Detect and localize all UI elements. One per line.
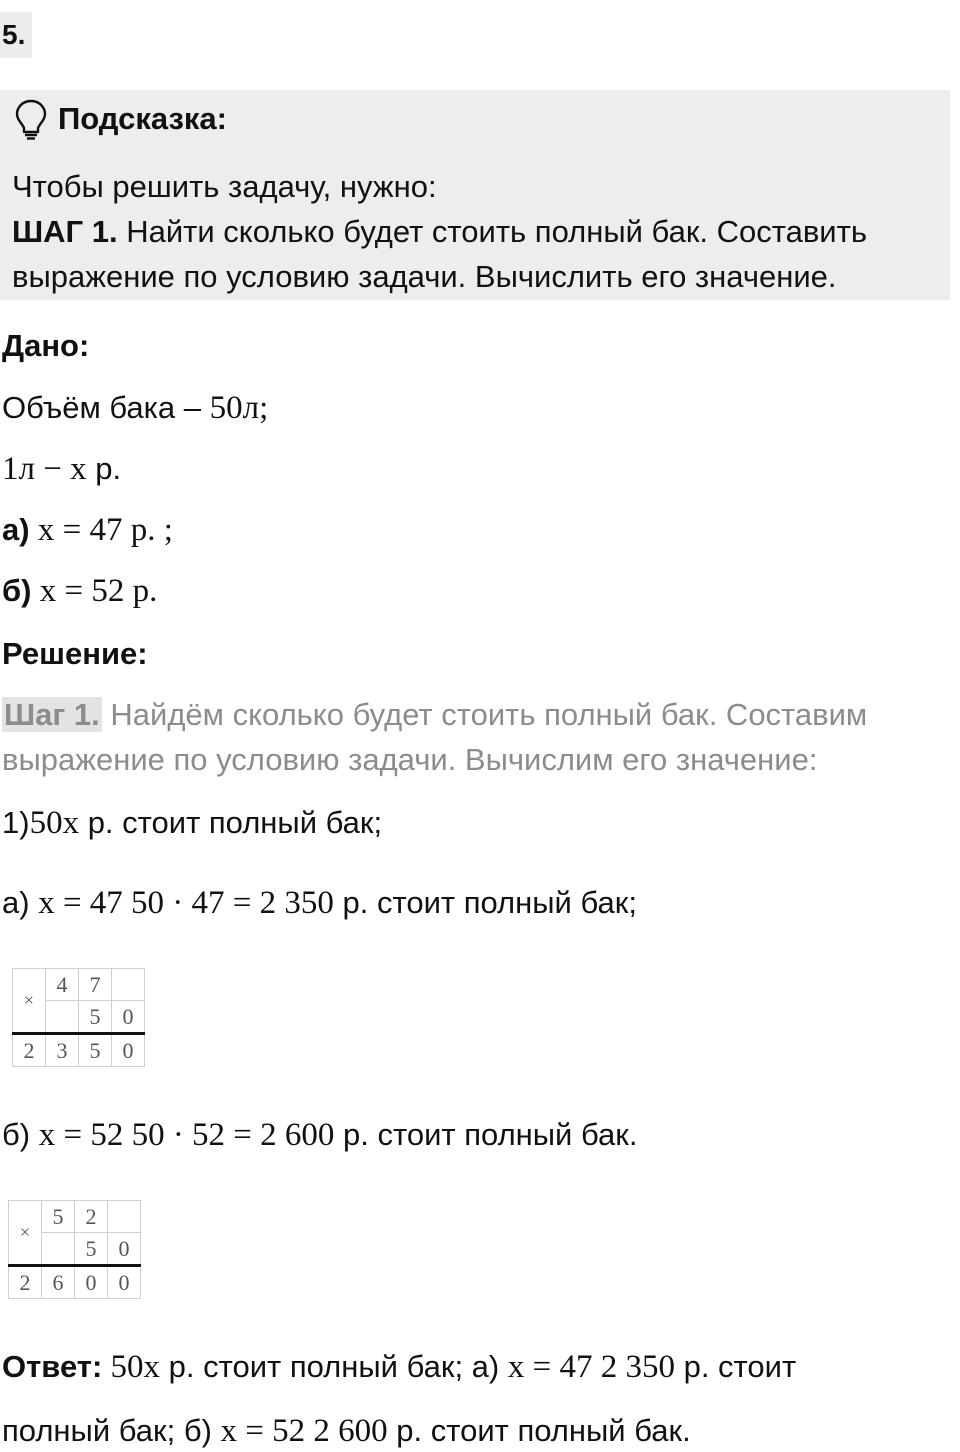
given-a-label: а) bbox=[2, 512, 30, 547]
answer-text2: р. стоит bbox=[674, 1349, 797, 1384]
calc-result-cell: 0 bbox=[112, 1034, 145, 1067]
case-b-text: р. стоит полный бак. bbox=[334, 1117, 638, 1152]
solution-title: Решение: bbox=[2, 636, 148, 671]
calc-result-cell: 5 bbox=[79, 1034, 112, 1067]
answer-math1: 50x bbox=[102, 1349, 161, 1385]
given-price-text: р. bbox=[86, 451, 122, 486]
solution-expr-prefix: 1) bbox=[2, 805, 30, 840]
calc-cell: 5 bbox=[75, 1233, 108, 1266]
given-volume-math: 50л; bbox=[209, 390, 269, 426]
answer-math2: x = 47 2 350 bbox=[507, 1349, 675, 1385]
calc-result-cell: 2 bbox=[13, 1034, 46, 1067]
calc-cell bbox=[46, 1001, 79, 1034]
solution-expr-text: р. стоит полный бак; bbox=[79, 805, 383, 840]
given-b-math: x = 52 р. bbox=[31, 573, 158, 609]
solution-expression bbox=[2, 804, 382, 844]
case-b-prefix: б) bbox=[2, 1117, 39, 1152]
hint-step-line1 bbox=[12, 213, 867, 250]
calc-result-cell: 6 bbox=[42, 1266, 75, 1299]
calc-cell: 5 bbox=[42, 1201, 75, 1233]
solution-case-a bbox=[2, 884, 637, 924]
hint-step-label: ШАГ 1. bbox=[12, 214, 118, 249]
calc-result-cell: 3 bbox=[46, 1034, 79, 1067]
multiply-sign: × bbox=[13, 969, 46, 1034]
case-b-math: x = 52 50 · 52 = 2 600 bbox=[38, 1117, 335, 1153]
calc-cell: 0 bbox=[112, 1001, 145, 1034]
answer-text3: полный бак; б) bbox=[2, 1413, 221, 1448]
calc-cell: 0 bbox=[108, 1233, 141, 1266]
calc-cell bbox=[42, 1233, 75, 1266]
given-line-price bbox=[2, 450, 121, 490]
given-line-a bbox=[2, 511, 173, 551]
given-title: Дано: bbox=[2, 328, 90, 363]
hint-intro: Чтобы решить задачу, нужно: bbox=[12, 169, 437, 204]
given-line-b bbox=[2, 572, 157, 612]
solution-step-line1 bbox=[2, 696, 867, 733]
calc-result-cell: 0 bbox=[75, 1266, 108, 1299]
hint-step-text1: Найти сколько будет стоить полный бак. Составить bbox=[117, 214, 867, 249]
answer-text1: р. стоит полный бак; а) bbox=[160, 1349, 508, 1384]
calc-result-cell: 2 bbox=[9, 1266, 42, 1299]
case-a-prefix: а) bbox=[2, 885, 39, 920]
answer-line2 bbox=[2, 1412, 691, 1452]
calc-cell bbox=[108, 1201, 141, 1233]
case-a-math: x = 47 50 · 47 = 2 350 bbox=[38, 885, 334, 921]
case-a-text: р. стоит полный бак; bbox=[333, 885, 637, 920]
multiply-sign: × bbox=[9, 1201, 42, 1266]
calc-cell: 4 bbox=[46, 969, 79, 1001]
hint-title: Подсказка: bbox=[58, 101, 227, 136]
multiplication-table-a bbox=[12, 968, 145, 1067]
calc-cell: 2 bbox=[75, 1201, 108, 1233]
given-a-math: x = 47 р. ; bbox=[29, 512, 173, 548]
solution-step-text1: Найдём сколько будет стоить полный бак. Составим bbox=[101, 697, 868, 732]
given-line-volume bbox=[2, 389, 268, 429]
solution-case-b bbox=[2, 1116, 637, 1156]
answer-text4: р. стоит полный бак. bbox=[387, 1413, 691, 1448]
multiplication-table-b bbox=[8, 1200, 141, 1299]
calc-cell: 5 bbox=[79, 1001, 112, 1034]
answer-line1 bbox=[2, 1348, 796, 1388]
given-b-label: б) bbox=[2, 573, 32, 608]
calc-cell bbox=[112, 969, 145, 1001]
answer-math3: x = 52 2 600 bbox=[220, 1413, 388, 1449]
given-price-math: 1л − x bbox=[2, 451, 87, 487]
hint-step-line2: выражение по условию задачи. Вычислить его значение. bbox=[12, 259, 837, 294]
solution-step-label: Шаг 1. bbox=[4, 697, 100, 732]
solution-expr-math: 50x bbox=[29, 805, 80, 841]
task-number: 5. bbox=[0, 12, 32, 58]
lightbulb-icon bbox=[14, 98, 48, 140]
solution-step-line2: выражение по условию задачи. Вычислим его значение: bbox=[2, 742, 818, 777]
given-volume-text: Объём бака – bbox=[2, 390, 210, 425]
answer-label: Ответ: bbox=[2, 1349, 103, 1384]
calc-cell: 7 bbox=[79, 969, 112, 1001]
calc-result-cell: 0 bbox=[108, 1266, 141, 1299]
